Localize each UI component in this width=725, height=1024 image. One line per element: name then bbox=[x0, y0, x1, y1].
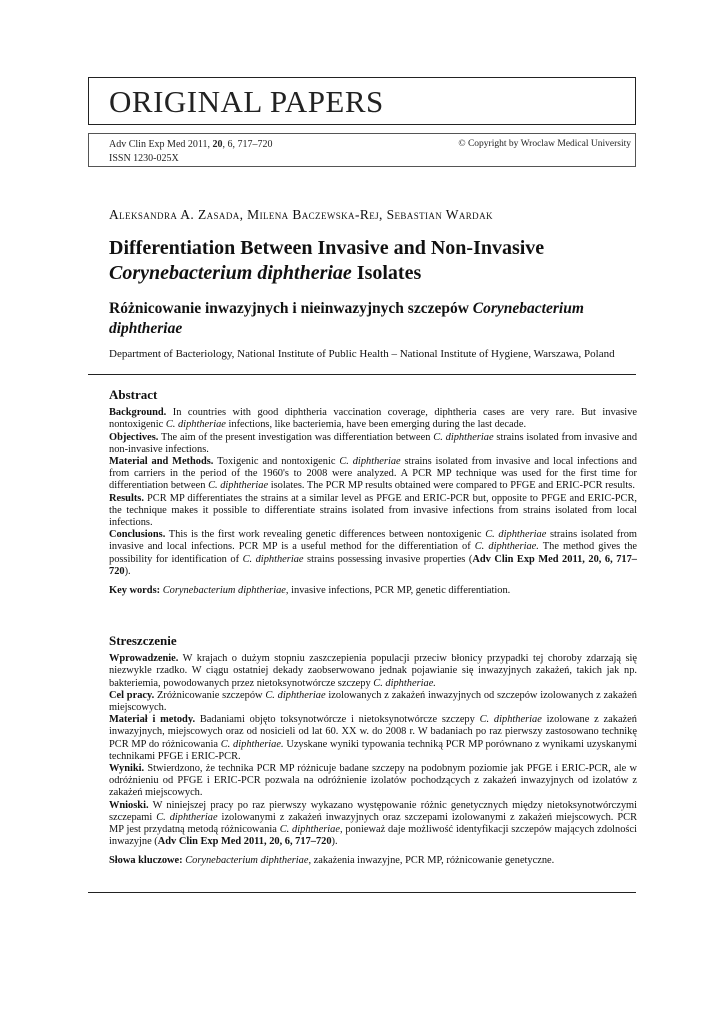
article-subtitle-polish: Różnicowanie inwazyjnych i nieinwazyjnych szczepów Corynebacterium diphtheriae bbox=[109, 300, 584, 337]
article-title: Differentiation Between Invasive and Non-Invasive Corynebacterium diphtheriae Isolates bbox=[109, 237, 545, 284]
streszczenie-wyniki: Wyniki. Stwierdzono, że technika PCR MP różnicuje badane szczepy na podobnym poziomie jak PFGE i ERIC-PCR, ale w odróżnieniu od PFGE i ERIC-PCR pozwala na odróżnienie izolatów pochodzących z zakażeń inwazyjnych od izolatów z zakażeń miejscowych. bbox=[109, 763, 637, 799]
streszczenie-wnioski: Wnioski. W niniejszej pracy po raz pierwszy wykazano występowanie różnic genetycznych między nietoksynotwórczymi szczepami C. diphtheriae izolowanymi z zakażeń inwazyjnych oraz szczepami izolowanymi z zakażeń miejscowych. PCR MP jest przydatną metodą różnicowania C. diphtheriae, ponieważ daje możliwość identyfikacji szczepów mających zdolności inwazyjne (Adv Clin Exp Med 2011, 20, 6, 717–720). bbox=[109, 799, 637, 848]
authors: Aleksandra A. Zasada, Milena Baczewska-Rej, Sebastian Wardak bbox=[109, 207, 493, 222]
streszczenie-wprowadzenie: Wprowadzenie. W krajach o dużym stopniu zaszczepienia populacji przeciw błonicy przypadki tej choroby zdarzają się niezwykle rzadko. W ciągu ostatniej dekady zaobserwowano jednak pojawianie się inwazyjnych zakażeń, takich jak np. bakteriemia, powodowanych przez nietoksynotwórcze szczepy C. diphtheriae. bbox=[109, 653, 637, 689]
streszczenie-keywords: Słowa kluczowe: Corynebacterium diphtheriae, zakażenia inwazyjne, PCR MP, różnicowanie genetyczne. bbox=[109, 855, 555, 867]
copyright: © Copyright by Wroclaw Medical University bbox=[458, 139, 631, 149]
abstract-methods: Material and Methods. Toxigenic and nontoxigenic C. diphtheriae strains isolated from invasive and local infections and from carriers in the period of the 1960's to 2008 were analyzed. A PCR MP technique was used for the first time for differentiation between C. diphtheriae isolates. The PCR MP results obtained were compared to PFGE and ERIC-PCR results. bbox=[109, 456, 637, 492]
affiliation: Department of Bacteriology, National Institute of Public Health – National Institute of Hygiene, Warszawa, Poland bbox=[109, 348, 615, 360]
abstract-section bbox=[109, 389, 637, 597]
streszczenie-cel: Cel pracy. Zróżnicowanie szczepów C. diphtheriae izolowanych z zakażeń inwazyjnych od szczepów izolowanych z zakażeń miejscowych. bbox=[109, 689, 637, 714]
divider-top bbox=[88, 374, 636, 375]
abstract-objectives: Objectives. The aim of the present investigation was differentiation between C. diphtheriae strains isolated from invasive and non-invasive infections. bbox=[109, 431, 638, 455]
citation-box bbox=[88, 133, 636, 167]
abstract-keywords: Key words: Corynebacterium diphtheriae, invasive infections, PCR MP, genetic differentiation. bbox=[109, 585, 511, 597]
abstract-conclusions: Conclusions. This is the first work revealing genetic differences between nontoxigenic C. diphtheriae strains isolated from invasive and local infections. PCR MP is a useful method for the differentiation of C. diphtheriae. The method gives the possibility for identification of C. diphtheriae strains possessing invasive properties (Adv Clin Exp Med 2011, 20, 6, 717–720). bbox=[109, 529, 637, 577]
streszczenie-heading: Streszczenie bbox=[109, 633, 177, 648]
abstract-heading: Abstract bbox=[109, 387, 158, 402]
section-banner bbox=[88, 77, 636, 125]
banner-title: ORIGINAL PAPERS bbox=[109, 84, 384, 119]
abstract-background: Background. In countries with good diphtheria vaccination coverage, diphtheria cases are very rare. But invasive nontoxigenic C. diphtheriae infections, like bacteriemia, have been emerging during the last decade. bbox=[109, 407, 637, 431]
issn: ISSN 1230-025X bbox=[109, 153, 179, 164]
streszczenie-section bbox=[109, 635, 637, 868]
streszczenie-metody: Materiał i metody. Badaniami objęto toksynotwórcze i nietoksynotwórcze szczepy C. diphtheriae izolowane z zakażeń inwazyjnych, miejscowych oraz od nosicieli od lat 60. XX w. do 2008 r. W badaniach po raz pierwszy zastosowano technikę PCR MP do różnicowania C. diphtheriae. Uzyskane wyniki typowania techniką PCR MP porównano z wynikami uzyskanymi technikami PFGE i ERIC-PCR. bbox=[109, 714, 637, 762]
abstract-results: Results. PCR MP differentiates the strains at a similar level as PFGE and ERIC-PCR but, opposite to PFGE and ERIC-PCR, the technique makes it possible to differentiate strains isolated from invasive infections from strains isolated from local infections. bbox=[109, 492, 637, 529]
divider-bottom bbox=[88, 892, 636, 893]
citation: Adv Clin Exp Med 2011, 20, 6, 717–720 bbox=[109, 139, 273, 150]
